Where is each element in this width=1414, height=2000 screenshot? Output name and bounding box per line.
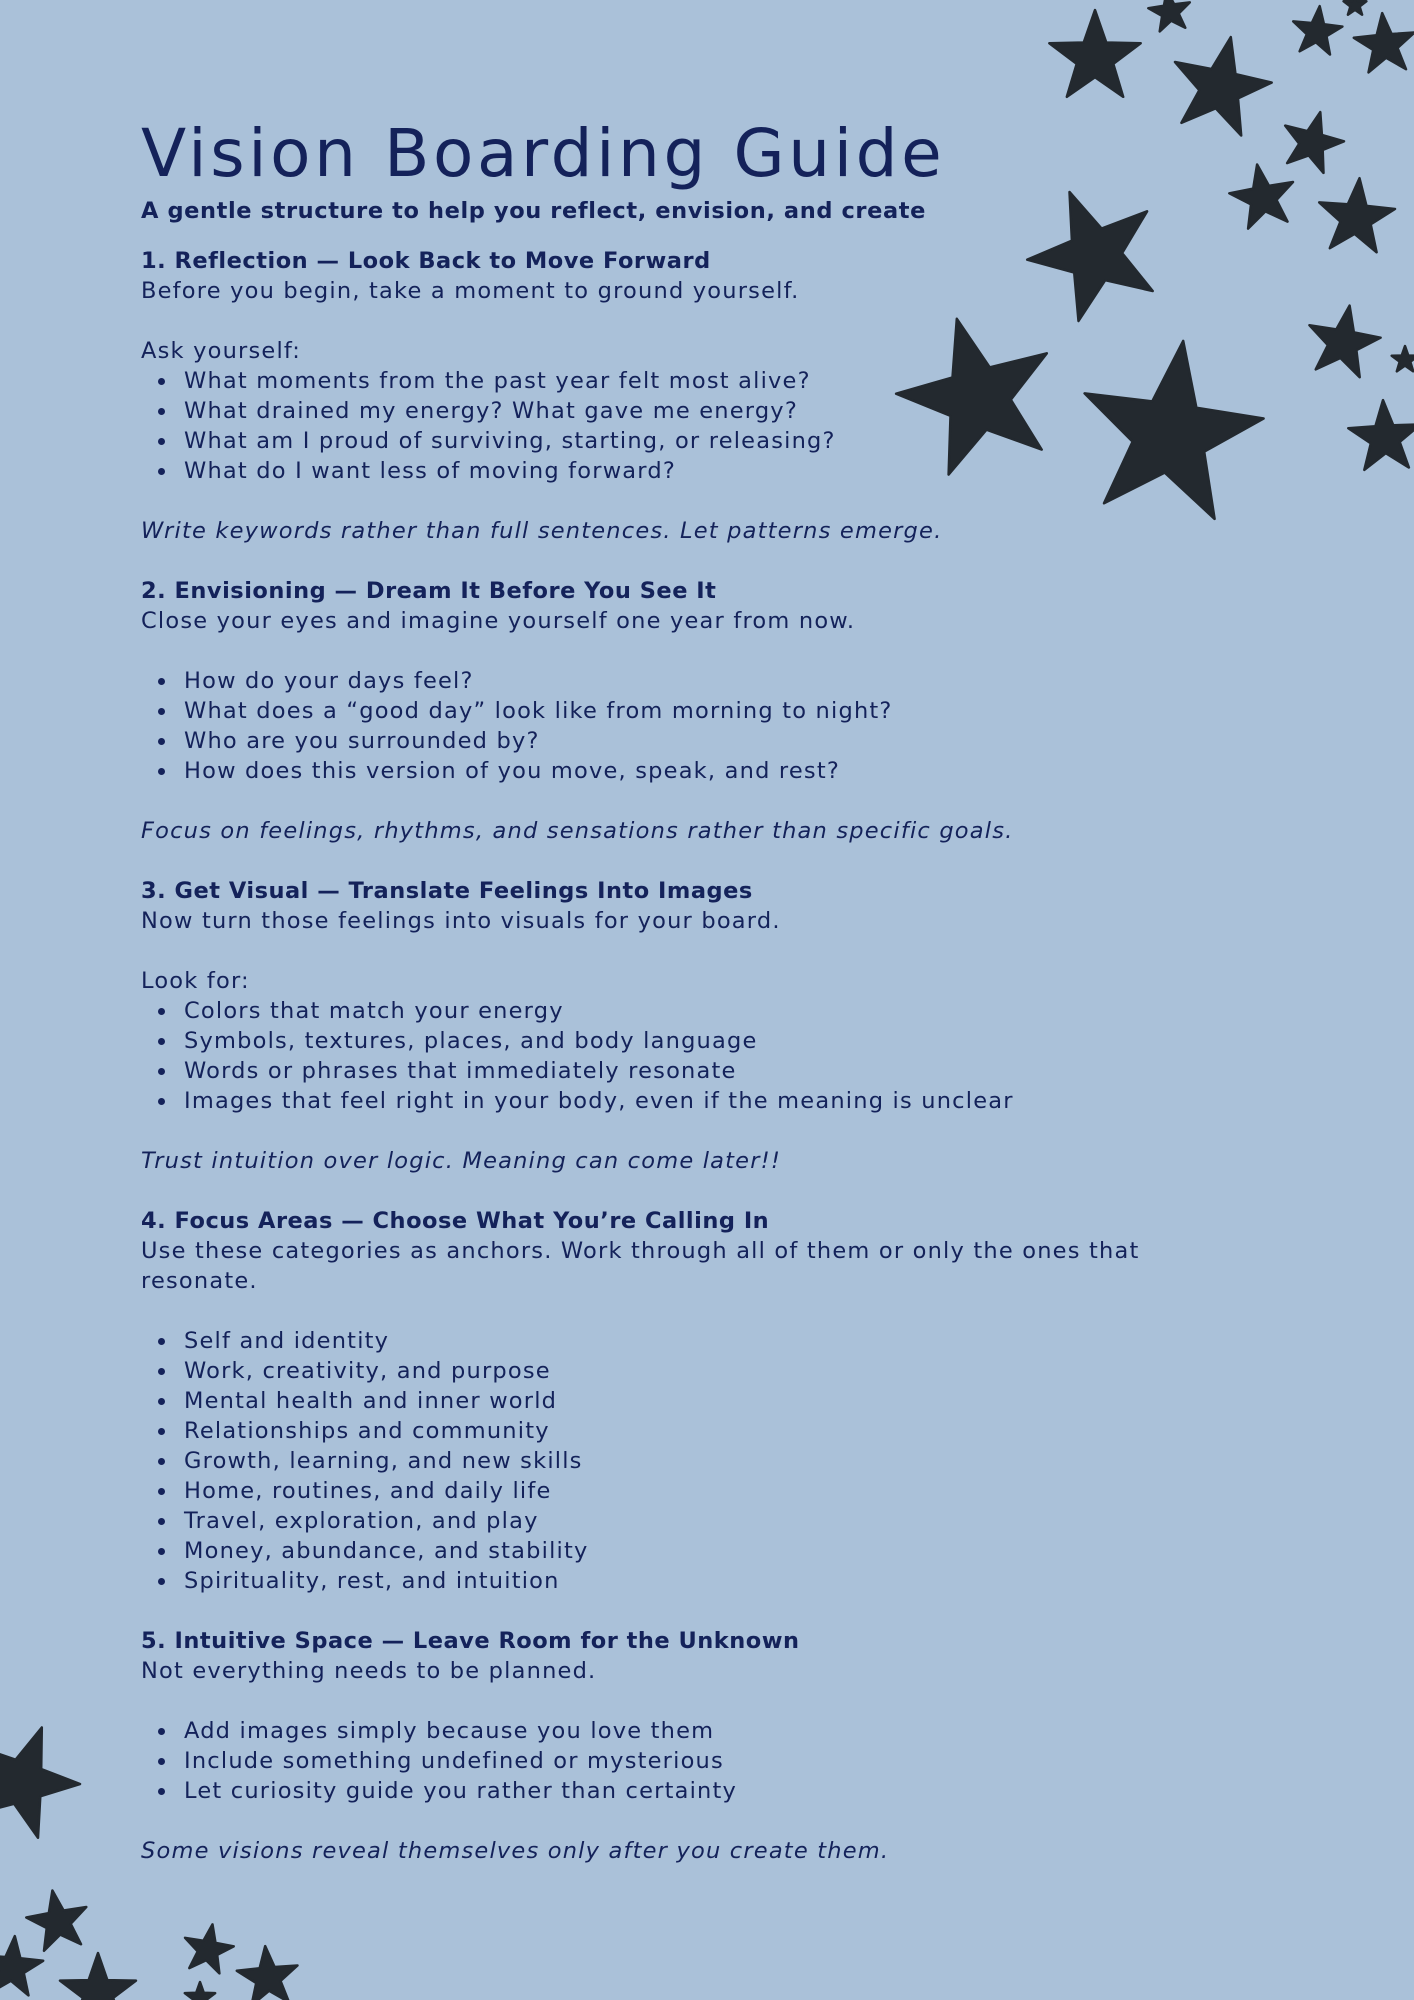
star-icon [26, 1891, 86, 1951]
bullet-list [141, 1716, 1191, 1806]
list-item: Symbols, textures, places, and body language [141, 1026, 1191, 1056]
star-icon [1392, 346, 1414, 371]
spacer [141, 486, 1191, 516]
section-intro: Close your eyes and imagine yourself one year from now. [141, 608, 856, 634]
star-icon [1049, 10, 1140, 97]
star-icon [1354, 13, 1414, 72]
star-icon [185, 1924, 234, 1973]
section-heading: 2. Envisioning — Dream It Before You See It [141, 578, 717, 604]
list-item: Mental health and inner world [141, 1386, 1191, 1416]
spacer [141, 1806, 1191, 1836]
list-item: Let curiosity guide you rather than certainty [141, 1776, 1191, 1806]
section-heading: 4. Focus Areas — Choose What You’re Calling In [141, 1208, 770, 1234]
section-heading: 1. Reflection — Look Back to Move Forward [141, 248, 711, 274]
star-icon [1319, 178, 1395, 252]
list-item: What do I want less of moving forward? [141, 456, 1191, 486]
list-item: Colors that match your energy [141, 996, 1191, 1026]
star-icon [1344, 0, 1367, 15]
bullet-list [141, 996, 1191, 1116]
star-icon [1229, 165, 1293, 229]
list-item: Work, creativity, and purpose [141, 1356, 1191, 1386]
section-5 [141, 1626, 1191, 1866]
guide-document [141, 112, 1191, 1866]
section-note: Write keywords rather than full sentences. Let patterns emerge. [141, 518, 943, 544]
list-item: Include something undefined or mysterious [141, 1746, 1191, 1776]
list-item: Images that feel right in your body, even if the meaning is unclear [141, 1086, 1191, 1116]
star-icon [1148, 0, 1190, 31]
star-icon [0, 1728, 80, 1838]
star-icon [1293, 6, 1342, 54]
section-note: Trust intuition over logic. Meaning can come later!! [141, 1148, 782, 1174]
spacer [141, 786, 1191, 816]
bullet-list [141, 1326, 1191, 1596]
list-item: What am I proud of surviving, starting, or releasing? [141, 426, 1191, 456]
list-item: Travel, exploration, and play [141, 1506, 1191, 1536]
star-icon [1348, 400, 1414, 470]
list-item: What drained my energy? What gave me energy? [141, 396, 1191, 426]
star-icon [1285, 112, 1344, 173]
list-item: Relationships and community [141, 1416, 1191, 1446]
bullet-list [141, 666, 1191, 786]
section-intro: Before you begin, take a moment to ground yourself. [141, 278, 800, 304]
star-icon [0, 1936, 43, 1995]
bullet-list [141, 366, 1191, 486]
section-2 [141, 576, 1191, 846]
list-item: What does a “good day” look like from morning to night? [141, 696, 1191, 726]
section-note: Focus on feelings, rhythms, and sensations rather than specific goals. [141, 818, 1014, 844]
section-prompt: Ask yourself: [141, 338, 302, 364]
list-item: How does this version of you move, speak, and rest? [141, 756, 1191, 786]
list-item: Self and identity [141, 1326, 1191, 1356]
list-item: Words or phrases that immediately resonate [141, 1056, 1191, 1086]
section-heading: 3. Get Visual — Translate Feelings Into Images [141, 878, 753, 904]
star-icon [1309, 306, 1380, 378]
section-heading: 5. Intuitive Space — Leave Room for the Unknown [141, 1628, 800, 1654]
spacer [141, 1296, 1191, 1326]
spacer [141, 1116, 1191, 1146]
list-item: Money, abundance, and stability [141, 1536, 1191, 1566]
list-item: Add images simply because you love them [141, 1716, 1191, 1746]
star-icon [237, 1946, 298, 2000]
section-3 [141, 876, 1191, 1176]
star-icon [185, 1982, 215, 2000]
section-intro: Now turn those feelings into visuals for your board. [141, 908, 781, 934]
section-prompt: Look for: [141, 968, 250, 994]
list-item: How do your days feel? [141, 666, 1191, 696]
list-item: Who are you surrounded by? [141, 726, 1191, 756]
section-intro: Use these categories as anchors. Work through all of them or only the ones that resonate. [141, 1238, 1140, 1294]
spacer [141, 306, 1191, 336]
section-4 [141, 1206, 1191, 1596]
list-item: Spirituality, rest, and intuition [141, 1566, 1191, 1596]
section-intro: Not everything needs to be planned. [141, 1658, 597, 1684]
spacer [141, 1686, 1191, 1716]
list-item: Growth, learning, and new skills [141, 1446, 1191, 1476]
section-1 [141, 246, 1191, 546]
star-icon [60, 1953, 136, 2000]
page-subtitle: A gentle structure to help you reflect, envision, and create [141, 198, 926, 224]
section-note: Some visions reveal themselves only after you create them. [141, 1838, 890, 1864]
list-item: Home, routines, and daily life [141, 1476, 1191, 1506]
spacer [141, 636, 1191, 666]
spacer [141, 936, 1191, 966]
list-item: What moments from the past year felt most alive? [141, 366, 1191, 396]
page-title: Vision Boarding Guide [141, 115, 946, 192]
sections-container [141, 246, 1191, 1866]
